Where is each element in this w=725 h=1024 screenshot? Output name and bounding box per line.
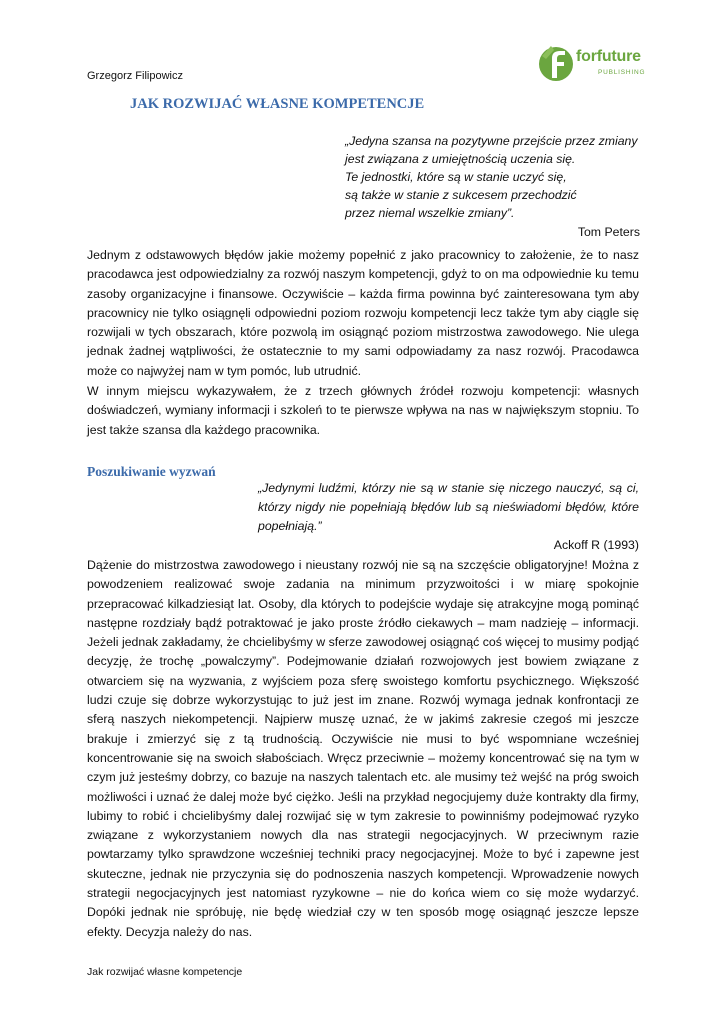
- section-quote-author: Ackoff R (1993): [553, 538, 639, 552]
- logo-subtitle: PUBLISHING: [598, 69, 646, 76]
- logo-name: forfuture: [576, 48, 641, 65]
- quote-line: Te jednostki, które są w stanie uczyć się,: [345, 170, 567, 184]
- section-heading: Poszukiwanie wyzwań: [87, 464, 216, 479]
- quote-line: przez niemal wszelkie zmiany”.: [345, 206, 515, 220]
- opening-quote: [345, 132, 640, 241]
- page-footer: Jak rozwijać własne kompetencje: [87, 966, 243, 978]
- quote-author: Tom Peters: [577, 225, 640, 239]
- document-title: JAK ROZWIJAĆ WŁASNE KOMPETENCJE: [130, 96, 425, 112]
- quote-line: „Jedyna szansa na pozytywne przejście przez zmiany: [345, 134, 638, 148]
- paragraph-1: Jednym z odstawowych błędów jakie możemy popełnić z jako pracownicy to założenie, że to nasz pracodawca jest odpowiedzialny za rozwój naszym kompetencji, gdyż to on ma odpowiednie ku temu zasoby organizacyjne i finansowe. Oczywiście – każda firma powinna być zainteresowana tym aby pracownicy nie tylko osiągnęli odpowiedni poziom rozwoju kompetencji lecz także tym aby ciągle się rozwijali w tych obszarach, które pozwolą im osiągnąć poziom mistrzostwa zawodowego. Nie ulega jednak żadnej wątpliwości, że ostatecznie to my sami odpowiadamy za nasz rozwój. Pracodawca może co najwyżej nam w tym pomóc, lub utrudnić.: [87, 248, 639, 378]
- quote-line: są także w stanie z sukcesem przechodzić: [345, 188, 577, 202]
- paragraph-3: Dążenie do mistrzostwa zawodowego i nieustany rozwój nie są na szczęście obligatoryjne! Można z powodzeniem realizować swoje zadania na minimum przyzwoitości i w miarę spokojnie przepracować kilkadziesiąt lat. Osoby, dla których to podejście wydaje się atrakcyjne mogą pominąć następne rozdziały bądź potraktować je jako proste źródło ciekawych – mam nadzieję – informacji. Jeżeli jednak zakładamy, że chcielibyśmy w sferze zawodowej osiągnąć coś więcej to musimy podjąć decyzję, że trochę „powalczymy”. Podejmowanie działań rozwojowych jest bowiem związane z otwarciem się na wyzwania, z wyjściem poza sferę swoistego komfortu psychicznego. Większość ludzi czuje się dobrze wykorzystując to już jest im znane. Rozwój wymaga jednak konfrontacji ze sferą naszych niekompetencji. Najpierw muszę uznać, że w jakimś zakresie czegoś mi jeszcze brakuje i zmierzyć się z tą trudnością. Oczywiście nie musi to być wspomniane wcześniej koncentrowanie się na swoich słabościach. Wręcz przeciwnie – możemy koncentrować się na tym w czym już jesteśmy dobrzy, co bazuje na naszych talentach etc. ale musimy też wejść na próg swoich możliwości i uznać że dalej może być ciężko. Jeśli na przykład negocjujemy duże kontrakty dla firmy, lubimy to robić i chcielibyśmy dalej rozwijać się w tym zakresie to powinniśmy podejmować ryzyko związane z wykorzystaniem nowych dla nas strategii negocjacyjnych. W przeciwnym razie powtarzamy tylko sprawdzone wcześniej techniki pracy negocjacyjnej. Może to być i zapewne jest skuteczne, jednak nie przyczynia się do podnoszenia naszych kompetencji. Wprowadzenie nowych strategii negocjacyjnych jest natomiast ryzykowne – nie do końca wiem co się może wydarzyć. Dopóki jednak nie spróbuję, nie będę wiedział czy w ten sposób mogę osiągnąć jeszcze lepsze efekty. Decyzja należy do nas.: [87, 558, 639, 939]
- section-quote: [258, 479, 639, 555]
- quote-line: jest związana z umiejętnością uczenia się.: [345, 152, 576, 166]
- section-quote-text: „Jedynymi ludźmi, którzy nie są w stanie się niczego nauczyć, są ci, którzy nigdy nie popełniają błędów lub są nieświadomi błędów, które popełniają.”: [258, 481, 639, 533]
- paragraph-2: W innym miejscu wykazywałem, że z trzech głównych źródeł rozwoju kompetencji: własnych doświadczeń, wymiany informacji i szkoleń to te pierwsze wpływa na nas w największym stopniu. To jest także szansa dla każdego pracownika.: [87, 384, 639, 437]
- publisher-logo: [538, 42, 646, 84]
- author-name: Grzegorz Filipowicz: [87, 70, 183, 82]
